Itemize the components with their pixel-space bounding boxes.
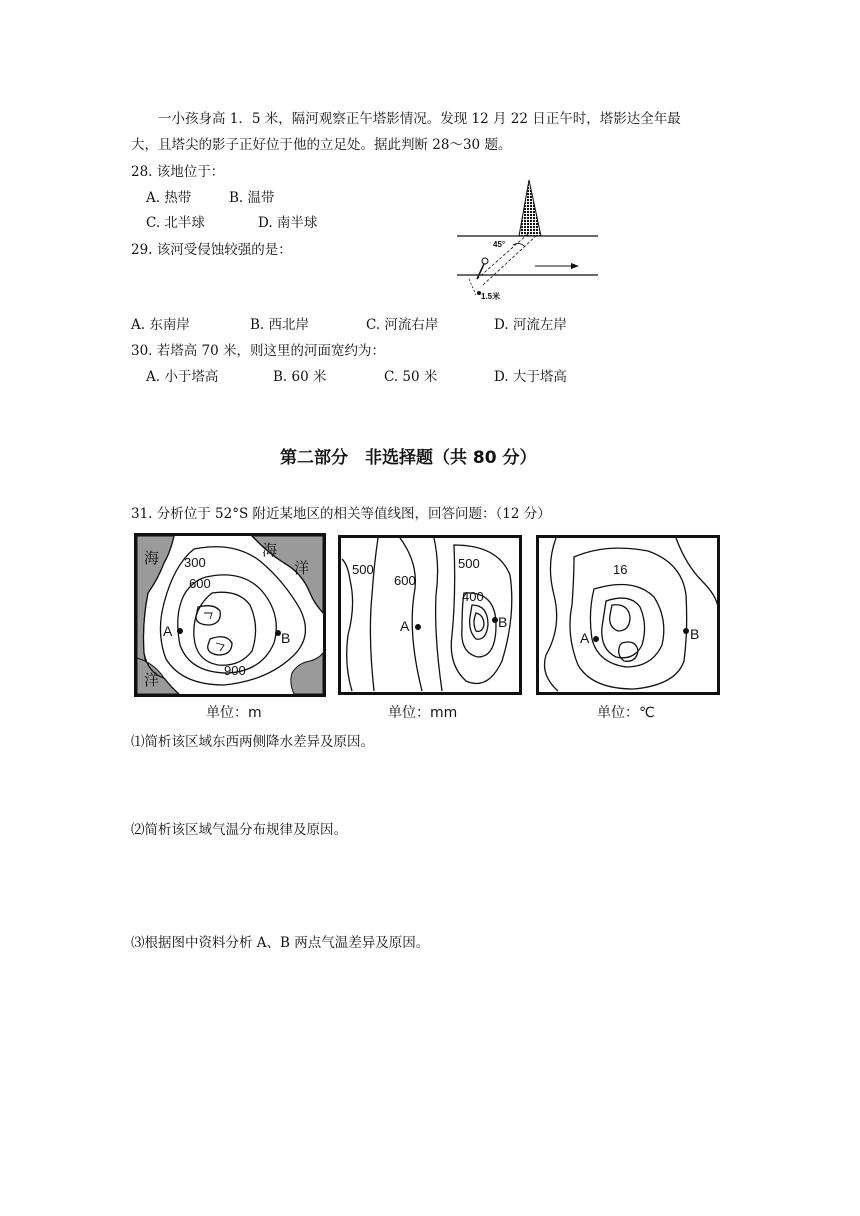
contour-label-600: 600 xyxy=(189,576,211,591)
isotherm-3 xyxy=(570,548,687,689)
isotherm-2 xyxy=(676,538,718,607)
q29-option-b: B. 西北岸 xyxy=(250,317,310,333)
precipitation-contour-map xyxy=(338,535,522,695)
q30-option-c: C. 50 米 xyxy=(384,369,438,385)
point-b-label: B xyxy=(281,630,291,646)
point-a-marker xyxy=(177,628,183,634)
isohyet-7 xyxy=(470,605,488,639)
isohyet-label-500-east: 500 xyxy=(458,556,480,571)
isotherm-6 xyxy=(610,605,630,631)
q30-stem: 30. 若塔高 70 米，则这里的河面宽约为： xyxy=(131,343,386,359)
angle-label: 45° xyxy=(493,240,506,249)
q29-stem: 29. 该河受侵蚀较强的是： xyxy=(131,242,292,258)
isohyet-3 xyxy=(400,538,422,691)
child-figure xyxy=(482,258,488,264)
isotherm-7 xyxy=(619,642,638,661)
isotherm-4 xyxy=(590,585,663,668)
height-label: 1.5米 xyxy=(481,292,501,301)
tower-river-figure xyxy=(455,175,600,305)
q28-option-c: C. 北半球 xyxy=(146,215,205,231)
isohyet-2 xyxy=(370,538,378,691)
sea-label-nw: 海 xyxy=(144,550,160,567)
point-b-marker xyxy=(683,628,689,634)
sea-area-se xyxy=(291,653,323,694)
q31-sub2: ⑵简析该区域气温分布规律及原因。 xyxy=(131,822,347,838)
point-b-label: B xyxy=(498,614,508,630)
contour-900-b xyxy=(208,637,232,655)
q30-option-a: A. 小于塔高 xyxy=(146,369,219,385)
point-a-marker xyxy=(415,624,421,630)
q29-option-a: A. 东南岸 xyxy=(131,317,190,333)
intro-line-1: 一小孩身高 1．5 米，隔河观察正午塔影情况。发现 12 月 22 日正午时，塔影达全年最 xyxy=(158,111,681,127)
q31-stem: 31. 分析位于 52°S 附近某地区的相关等值线图，回答问题：（12 分） xyxy=(131,506,551,522)
isohyet-4 xyxy=(434,538,442,691)
isohyet-label-600: 600 xyxy=(394,573,416,588)
q28-stem: 28. 该地位于： xyxy=(131,164,225,180)
isohyet-label-500-west: 500 xyxy=(352,562,374,577)
temperature-contour-map xyxy=(536,535,720,695)
contour-label-300: 300 xyxy=(184,555,206,570)
point-a-label: A xyxy=(580,630,590,646)
isotherm-label-16: 16 xyxy=(613,562,628,577)
q31-sub3: ⑶根据图中资料分析 A、B 两点气温差异及原因。 xyxy=(131,935,430,951)
intro-line-2: 大，且塔尖的影子正好位于他的立足处。据此判断 28～30 题。 xyxy=(131,137,512,153)
q28-option-a: A. 热带 xyxy=(146,190,192,206)
q28-option-b: B. 温带 xyxy=(229,190,275,206)
point-a-label: A xyxy=(400,618,410,634)
contour-label-900: 900 xyxy=(224,663,246,678)
point-a-marker xyxy=(593,636,599,642)
q29-option-d: D. 河流左岸 xyxy=(494,317,567,333)
q30-option-d: D. 大于塔高 xyxy=(494,369,567,385)
map2-unit: 单位：mm xyxy=(388,705,458,721)
part2-title: 第二部分 非选择题（共 80 分） xyxy=(280,448,537,468)
q30-option-b: B. 60 米 xyxy=(273,369,327,385)
sea-label-ne2: 洋 xyxy=(294,560,310,577)
tower-shape xyxy=(519,180,541,236)
q31-sub1: ⑴简析该区域东西两侧降水差异及原因。 xyxy=(131,734,374,750)
sea-label-sw: 洋 xyxy=(144,672,160,689)
isohyet-1 xyxy=(342,559,353,691)
map3-unit: 单位：℃ xyxy=(597,705,655,721)
q28-option-d: D. 南半球 xyxy=(258,215,318,231)
point-a-label: A xyxy=(163,623,173,639)
point-b-label: B xyxy=(690,626,700,642)
q29-option-c: C. 河流右岸 xyxy=(366,317,439,333)
map1-unit: 单位：m xyxy=(206,705,262,721)
sea-label-ne1: 海 xyxy=(262,542,278,559)
isohyet-8 xyxy=(474,613,484,631)
isotherm-1 xyxy=(545,538,559,691)
elevation-contour-map xyxy=(134,533,326,697)
isohyet-label-400: 400 xyxy=(462,589,484,604)
